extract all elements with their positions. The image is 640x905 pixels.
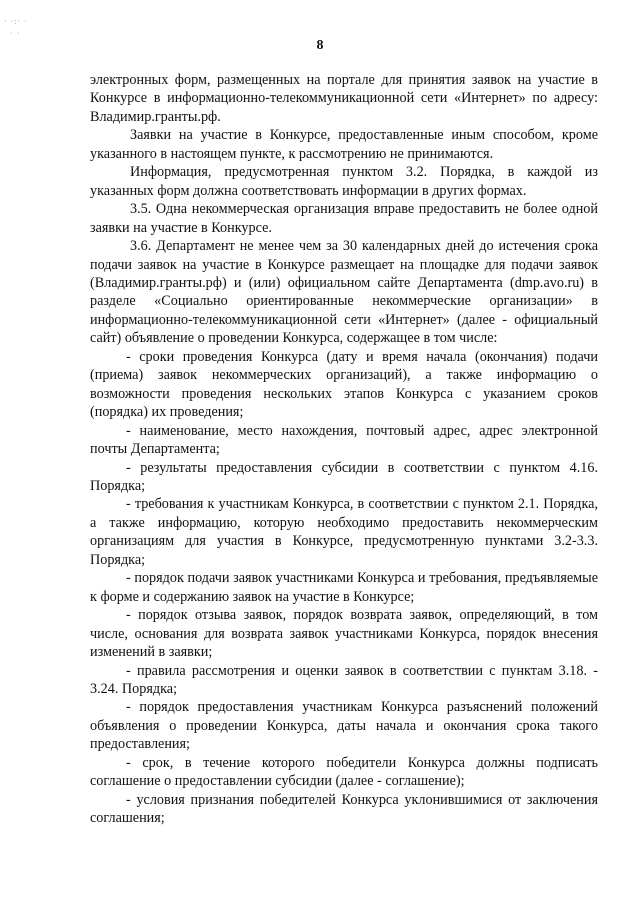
paragraph: электронных форм, размещенных на портале для принятия заявок на участие в Конкурсе в информационно-телекоммуникационной сети «Интернет» по адресу: Владимир.гранты.рф.: [90, 72, 598, 125]
page-number: 8: [316, 38, 324, 53]
list-item: - порядок предоставления участникам Конкурса разъяснений положений объявления о проведении Конкурса, даты начала и окончания срока такого предоставления;: [90, 699, 598, 753]
list-item: - срок, в течение которого победители Конкурса должны подписать соглашение о предоставлении субсидии (далее - соглашение);: [90, 754, 598, 790]
scan-artifact: · ·:· ·: [4, 17, 28, 26]
list-item: - наименование, место нахождения, почтовый адрес, адрес электронной почты Департамента;: [90, 422, 598, 458]
paragraph: 3.5. Одна некоммерческая организация вправе предоставить не более одной заявки на участие в Конкурсе.: [90, 201, 598, 236]
list-item: - сроки проведения Конкурса (дату и время начала (окончания) подачи (приема) заявок некоммерческих организаций), а также информацию о возможности проведения нескольких этапов Конкурса с указанием сроков (порядка) их проведения;: [90, 348, 598, 421]
list-item: - правила рассмотрения и оценки заявок в соответствии с пунктам 3.18. - 3.24. Порядка;: [90, 662, 598, 697]
list-item: - порядок подачи заявок участниками Конкурса и требования, предъявляемые к форме и содержанию заявок на участие в Конкурсе;: [90, 570, 598, 605]
list-item: - условия признания победителей Конкурса уклонившимися от заключения соглашения;: [90, 791, 598, 827]
paragraph: Информация, предусмотренная пунктом 3.2. Порядка, в каждой из указанных форм должна соответствовать информации в других формах.: [90, 164, 598, 199]
list-item: - результаты предоставления субсидии в соответствии с пунктом 4.16. Порядка;: [90, 459, 598, 494]
scan-artifact: · ·: [10, 29, 21, 38]
paragraph: Заявки на участие в Конкурсе, предоставленные иным способом, кроме указанного в настоящем пункте, к рассмотрению не принимаются.: [90, 127, 598, 162]
list-item: - порядок отзыва заявок, порядок возврата заявок, определяющий, в том числе, основания для возврата заявок участниками Конкурса, порядок внесения изменений в заявки;: [90, 607, 598, 661]
document-body: [90, 71, 598, 828]
paragraph: 3.6. Департамент не менее чем за 30 календарных дней до истечения срока подачи заявок на участие в Конкурсе размещает на площадке для подачи заявок (Владимир.гранты.рф) и (или) официальном сайте Департамента (dmp.avo.ru) в разделе «Социально ориентированные некоммерческие организации» в информационно-телекоммуникационной сети «Интернет» (далее - официальный сайт) объявление о проведении Конкурса, содержащее в том числе:: [90, 238, 598, 347]
list-item: - требования к участникам Конкурса, в соответствии с пунктом 2.1. Порядка, а также информацию, которую необходимо предоставить некоммерческим организациям для участия в Конкурсе, предусмотренную пунктами 3.2-3.3. Порядка;: [90, 496, 598, 568]
